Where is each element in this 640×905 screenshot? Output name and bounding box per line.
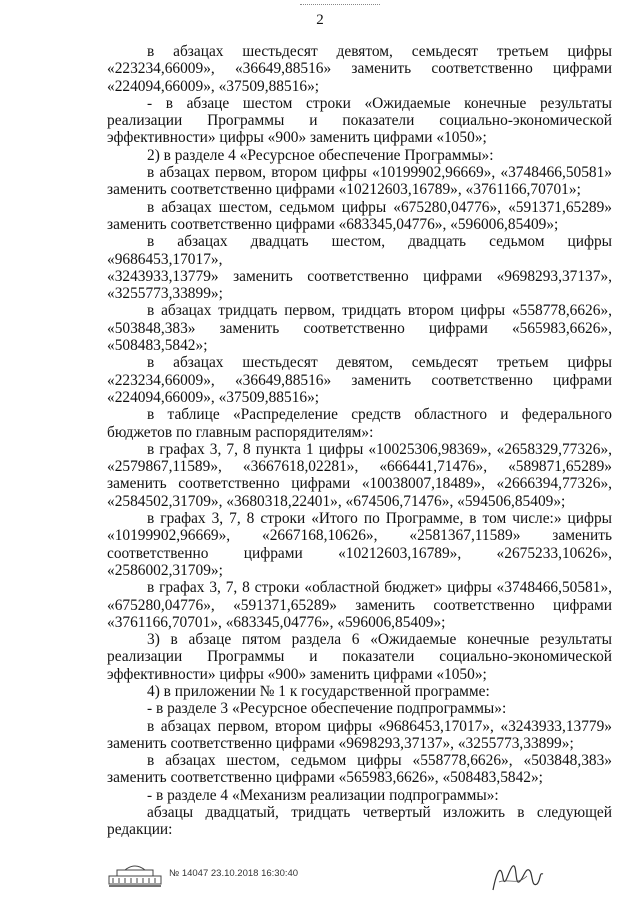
text-line: «2579867,11589», «3667618,02281», «666441,71476», «589871,65289» — [107, 458, 612, 476]
footer — [107, 860, 612, 900]
text-line: заменить соответственно цифрами «683345,04776», «596006,85409»; — [107, 215, 559, 233]
registration-stamp: № 14047 23.10.2018 16:30:40 — [169, 868, 299, 879]
paragraph — [107, 164, 612, 199]
signature-icon — [487, 860, 547, 896]
text-line: реализации Программы и показатели социально-экономической — [107, 648, 612, 666]
paragraph — [107, 354, 612, 406]
text-line: 4) в приложении № 1 к государственной программе: — [147, 682, 490, 700]
text-line: в абзацах первом, втором цифры «10199902,96669», «3748466,50581» — [147, 164, 612, 182]
text-line: «223234,66009», «36649,88516» заменить соответственно цифрами — [107, 60, 612, 78]
text-line: «223234,66009», «36649,88516» заменить соответственно цифрами — [107, 371, 612, 389]
paragraph — [107, 787, 612, 804]
text-line: «3243933,13779» заменить соответственно цифрами «9698293,37137», — [107, 267, 612, 285]
text-line: в абзацах первом, втором цифры «9686453,17017», «3243933,13779» — [147, 717, 612, 735]
paragraph — [107, 406, 612, 441]
text-line: «675280,04776», «591371,65289» заменить соответственно цифрами — [107, 596, 612, 614]
text-line: 2) в разделе 4 «Ресурсное обеспечение Программы»: — [147, 146, 494, 164]
text-line: абзацы двадцатый, тридцать четвертый изложить в следующей — [147, 804, 612, 822]
text-line: реализации Программы и показатели социально-экономической — [107, 112, 612, 130]
text-line: «2584502,31709», «3680318,22401», «674506,71476», «594506,85409»; — [107, 492, 566, 510]
paragraph — [107, 95, 612, 147]
paragraph — [107, 441, 612, 510]
paragraph — [107, 43, 612, 95]
text-line: в графах 3, 7, 8 строки «областной бюджет» цифры «3748466,50581», — [147, 579, 612, 597]
text-line: в графах 3, 7, 8 строки «Итого по Программе, в том числе:» цифры — [147, 510, 612, 528]
paragraph — [107, 752, 612, 787]
text-line: «224094,66009», «37509,88516»; — [107, 388, 320, 406]
text-line: в абзацах шестом, седьмом цифры «675280,04776», «591371,65289» — [147, 198, 612, 216]
text-line: «508483,5842»; — [107, 337, 208, 355]
registry-logo-icon — [107, 862, 163, 888]
text-line: 3) в абзаце пятом раздела 6 «Ожидаемые конечные результаты — [147, 631, 612, 649]
text-line: «3255773,33899»; — [107, 285, 223, 303]
paragraph — [107, 199, 612, 234]
text-line: в абзацах шестьдесят девятом, семьдесят третьем цифры — [147, 354, 612, 372]
text-line: редакции: — [107, 821, 173, 839]
paragraph — [107, 233, 612, 302]
text-line: в абзацах шестом, седьмом цифры «558778,6626», «503848,383» — [147, 752, 612, 770]
text-line: эффективности» цифры «900» заменить цифрами «1050»; — [107, 129, 487, 147]
page-number: 2 — [316, 12, 324, 28]
paragraph — [107, 718, 612, 753]
text-line: «10199902,96669», «2667168,10626», «2581367,11589» заменить — [107, 527, 612, 545]
text-line: - в абзаце шестом строки «Ожидаемые конечные результаты — [147, 94, 612, 112]
paragraph — [107, 147, 612, 164]
text-line: заменить соответственно цифрами «9698293,37137», «3255773,33899»; — [107, 734, 574, 752]
text-line: - в разделе 3 «Ресурсное обеспечение подпрограммы»: — [147, 700, 507, 718]
paragraph — [107, 700, 612, 717]
text-line: в абзацах шестьдесят девятом, семьдесят третьем цифры — [147, 43, 612, 60]
text-line: в графах 3, 7, 8 пункта 1 цифры «10025306,98369», «2658329,77326», — [147, 440, 612, 458]
paragraph — [107, 510, 612, 579]
text-line: эффективности» цифры «900» заменить цифрами «1050»; — [107, 665, 487, 683]
text-line: в абзацах тридцать первом, тридцать втором цифры «558778,6626», — [147, 302, 612, 320]
text-line: заменить соответственно цифрами «565983,6626», «508483,5842»; — [107, 769, 543, 787]
text-line: бюджетов по главным распорядителям»: — [107, 423, 374, 441]
scan-artifact — [300, 4, 380, 9]
paragraph — [107, 683, 612, 700]
text-line: в таблице «Распределение средств областного и федерального — [147, 406, 612, 424]
paragraph — [107, 804, 612, 839]
text-line: «224094,66009», «37509,88516»; — [107, 77, 320, 95]
paragraph — [107, 302, 612, 354]
text-line: «2586002,31709»; — [107, 561, 223, 579]
text-line: заменить соответственно цифрами «10038007,18489», «2666394,77326», — [107, 475, 612, 493]
text-line: «3761166,70701», «683345,04776», «596006,85409»; — [107, 613, 446, 631]
document-body — [107, 43, 612, 839]
text-line: «503848,383» заменить соответственно цифрами «565983,6626», — [107, 319, 612, 337]
text-line: - в разделе 4 «Механизм реализации подпрограммы»: — [147, 786, 499, 804]
text-line: в абзацах двадцать шестом, двадцать седьмом цифры «9686453,17017», — [107, 233, 612, 268]
paragraph — [107, 631, 612, 683]
paragraph — [107, 579, 612, 631]
text-line: заменить соответственно цифрами «10212603,16789», «3761166,70701»; — [107, 181, 581, 199]
text-line: соответственно цифрами «10212603,16789», «2675233,10626», — [107, 544, 612, 562]
